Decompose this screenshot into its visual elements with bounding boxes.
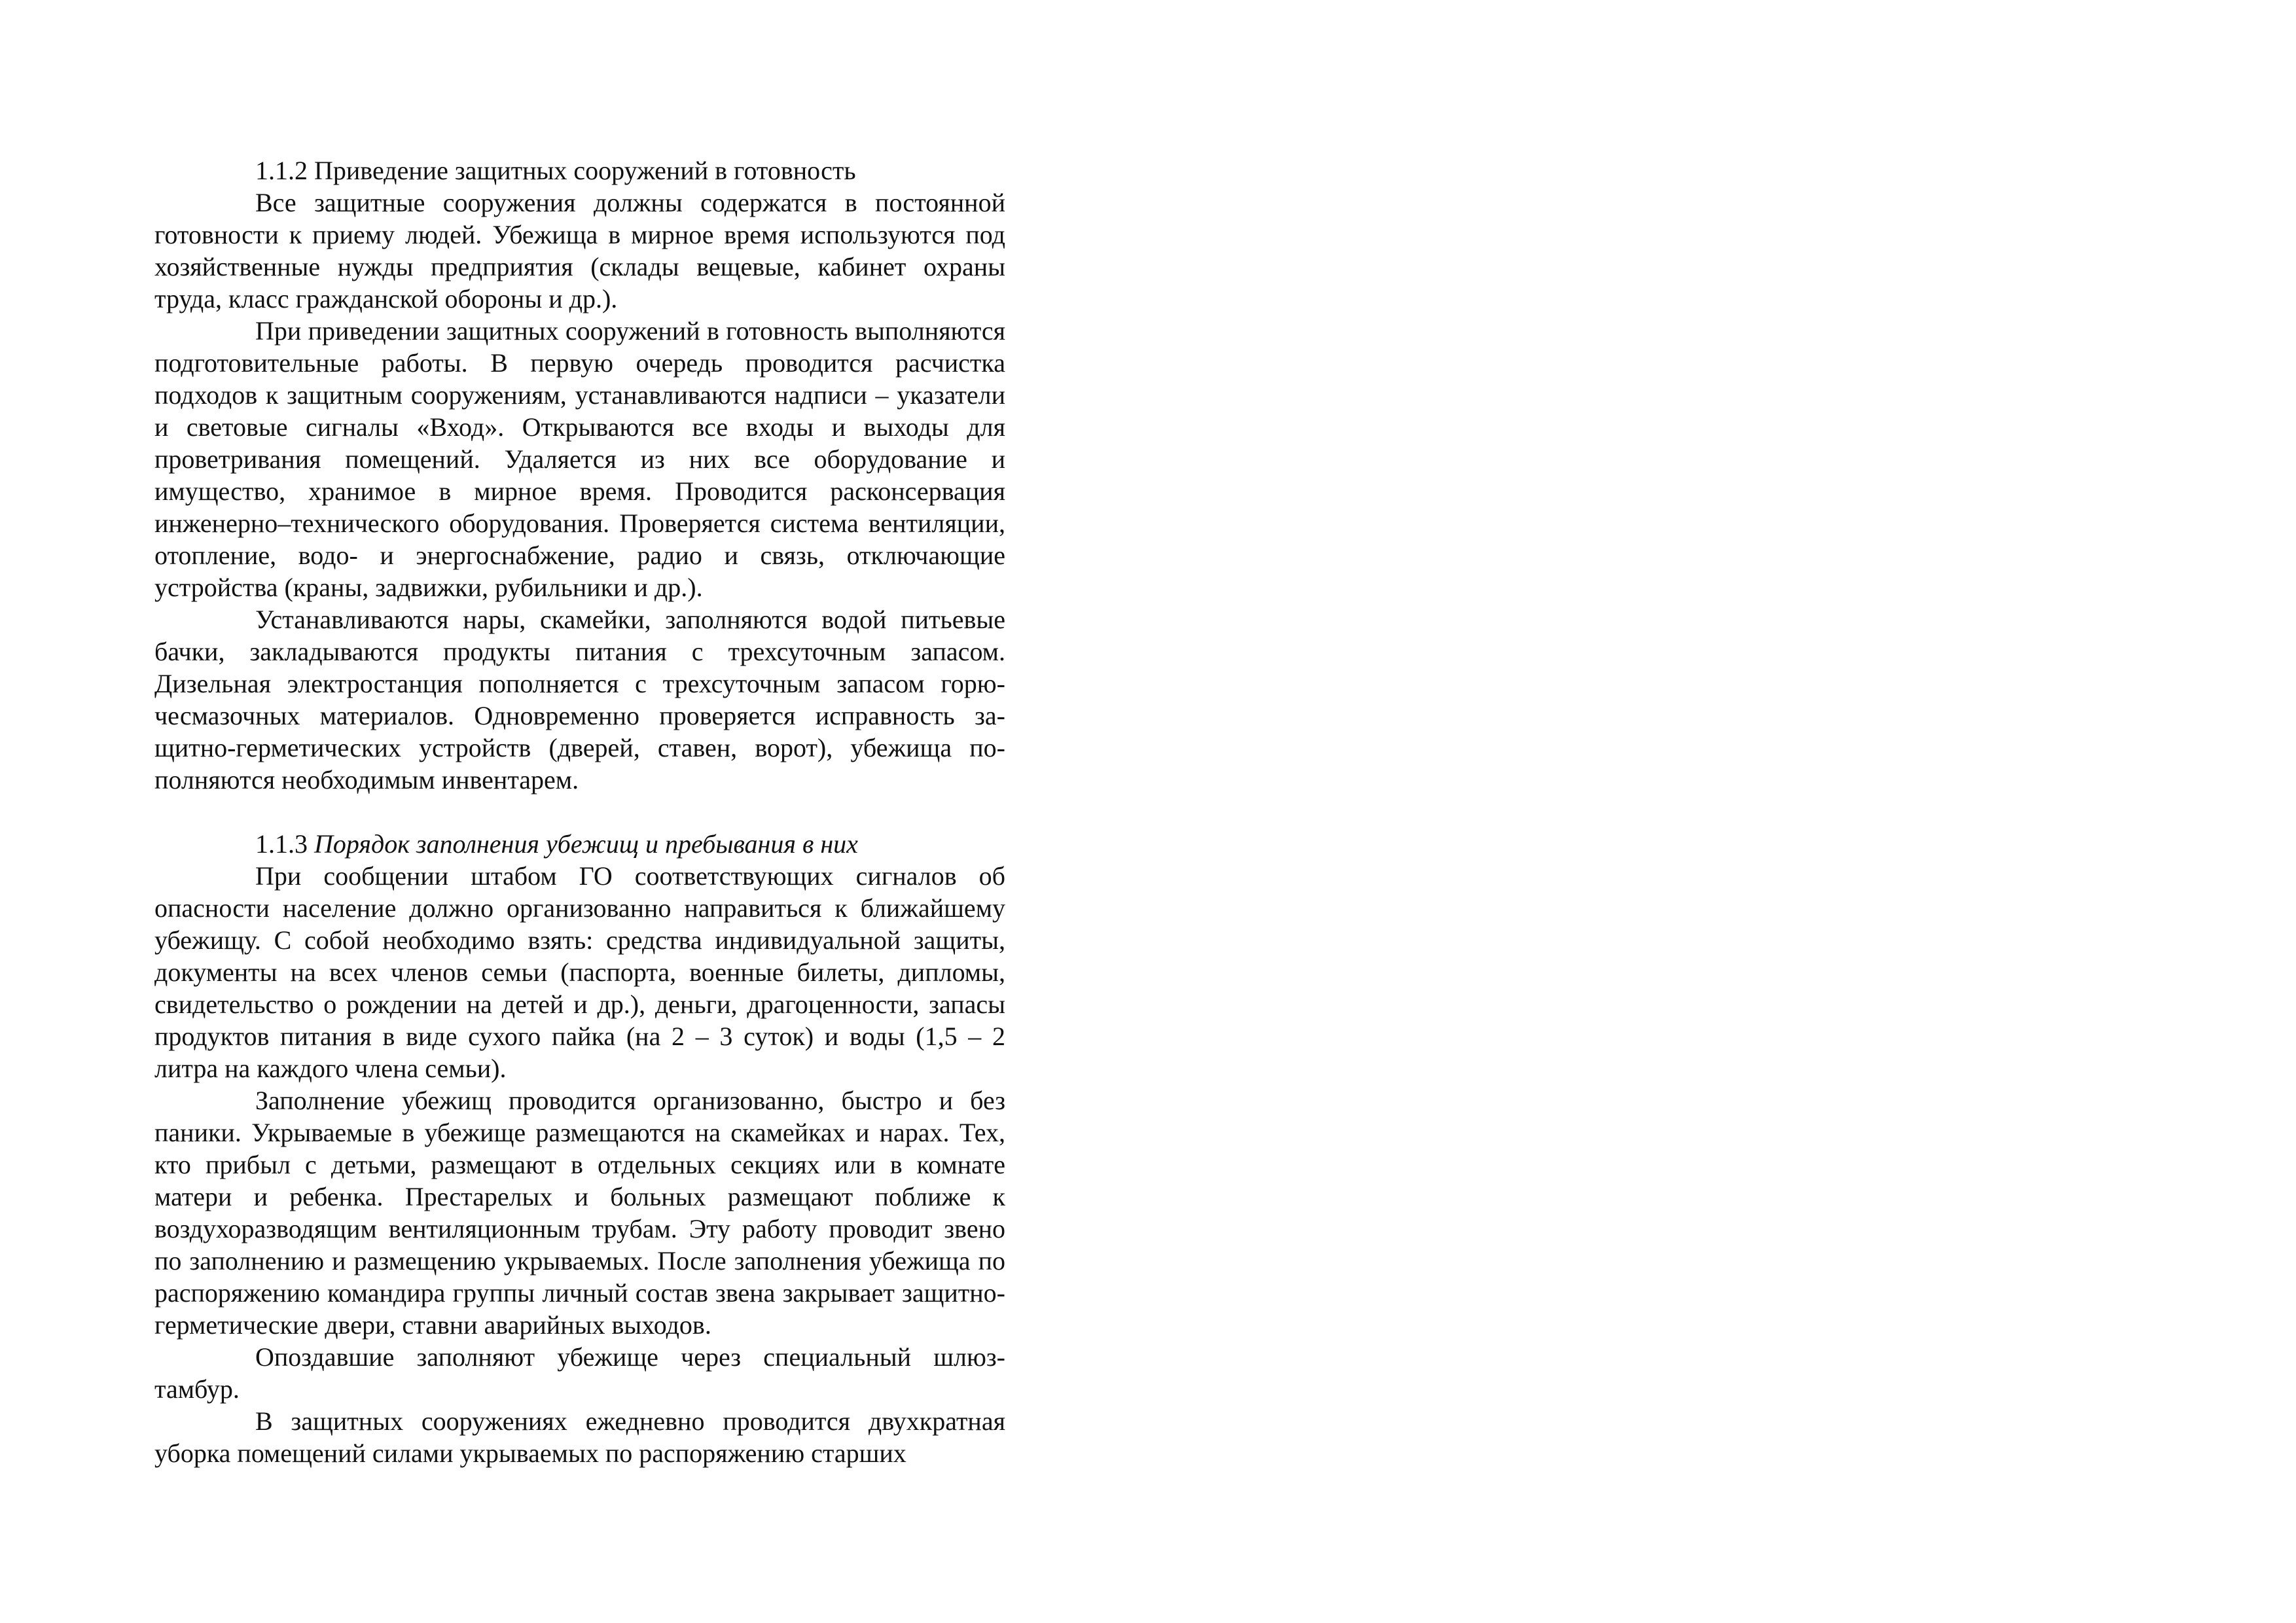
paragraph: Устанавливаются нары, скамейки, заполняются водой питьевые бачки, закладываются продукты питания с трехсуточным запасом. Дизельная электростанция пополняется с трехсуточным запасом горючесмазочных материалов. Одновременно проверяется исправность защитно-герметических устройств (дверей, ставен, ворот), убежища пополняются необходимым инвентарем. xyxy=(154,605,1005,794)
paragraph: Все защитные сооружения должны содержатся в постоянной готовности к приему людей. Убежища в мирное время используются под хозяйственные нужды предприятия (склады вещевые, кабинет охраны труда, класс гражданской обороны и др.). xyxy=(154,188,1005,313)
section-title: Порядок заполнения убежищ и пребывания в них xyxy=(314,829,858,859)
section-spacer xyxy=(154,796,1005,828)
section-number: 1.1.3 xyxy=(255,829,308,859)
section-heading-1-1-2: 1.1.2 Приведение защитных сооружений в готовность xyxy=(255,156,856,185)
text-column xyxy=(154,154,1005,1469)
paragraph: При сообщении штабом ГО соответствующих сигналов об опасности население должно организованно направиться к ближайшему убежищу. С собой необходимо взять: средства индивидуальной защиты, документы на всех членов семьи (паспорта, военные билеты, дипломы, свидетельство о рождении на детей и др.), деньги, драгоценности, запасы продуктов питания в виде сухого пайка (на 2 – 3 суток) и воды (1,5 – 2 литра на каждого члена семьи). xyxy=(154,861,1005,1083)
paragraph: Опоздавшие заполняют убежище через специальный шлюз-тамбур. xyxy=(154,1342,1005,1404)
paragraph: При приведении защитных сооружений в готовность выполняются подготовительные работы. В первую очередь проводится расчистка подходов к защитным сооружениям, устанавливаются надписи – указатели и световые сигналы «Вход». Открываются все входы и выходы для проветривания помещений. Удаляется из них все оборудование и имущество, хранимое в мирное время. Проводится расконсервация инженерно–технического оборудования. Проверяется система вентиляции, отопление, водо- и энергоснабжение, радио и связь, отключающие устройства (краны, задвижки, рубильники и др.). xyxy=(154,316,1005,602)
paragraph: В защитных сооружениях ежедневно проводится двухкратная уборка помещений силами укрываемых по распоряжению старших xyxy=(154,1406,1005,1468)
paragraph: Заполнение убежищ проводится организованно, быстро и без паники. Укрываемые в убежище размещаются на скамейках и нарах. Тех, кто прибыл с детьми, размещают в отдельных секциях или в комнате матери и ребенка. Престарелых и больных размещают поближе к воздухоразводящим вентиляционным трубам. Эту работу проводит звено по заполнению и размещению укрываемых. После заполнения убежища по распоряжению командира группы личный состав звена закрывает защитно-герметические двери, ставни аварийных выходов. xyxy=(154,1086,1005,1340)
section-heading-1-1-3 xyxy=(154,828,1005,860)
